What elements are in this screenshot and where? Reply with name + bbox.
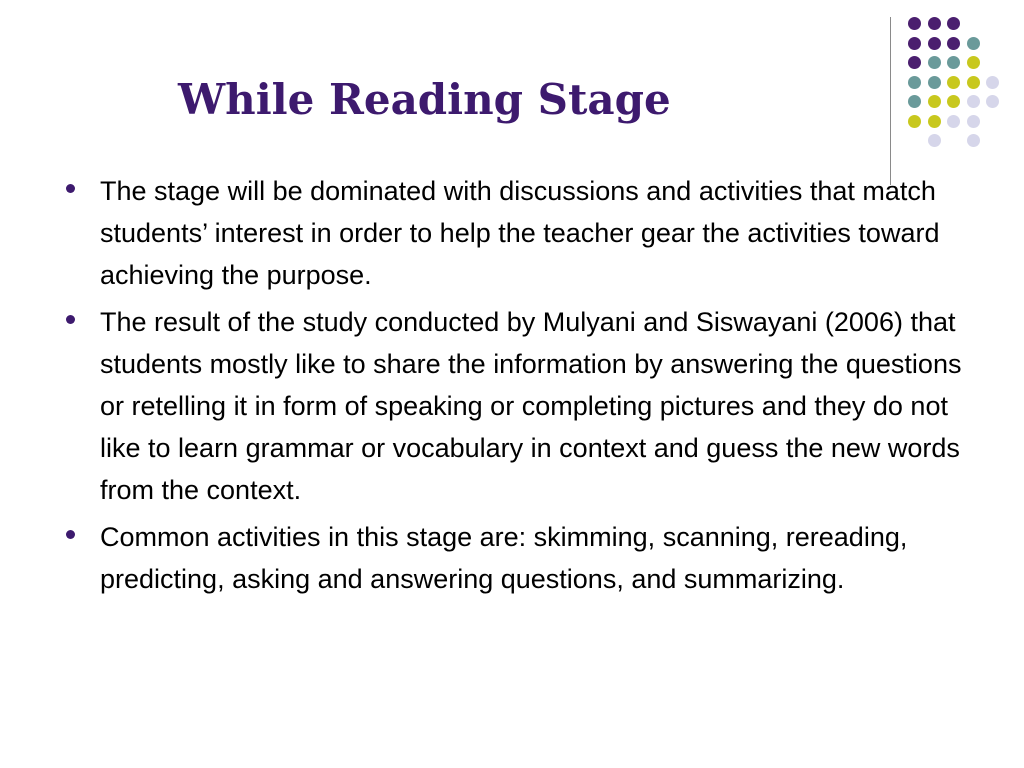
bullet-text: The stage will be dominated with discussions and activities that match students’ interest in order to help the teacher gear the activities toward achieving the purpose. (100, 176, 940, 290)
decorative-dot-teal (947, 56, 960, 69)
decorative-dot-teal (928, 76, 941, 89)
decorative-dot-olive (947, 95, 960, 108)
slide-title: While Reading Stage (178, 75, 671, 124)
decorative-dot-lavender (947, 115, 960, 128)
bullet-list (66, 170, 976, 605)
decorative-dot-olive (908, 115, 921, 128)
bullet-item (66, 301, 976, 511)
title-divider-line (890, 17, 891, 185)
bullet-text: Common activities in this stage are: skimming, scanning, rereading, predicting, asking and answering questions, and summarizing. (100, 522, 908, 594)
bullet-item (66, 516, 976, 600)
decorative-dot-olive (928, 115, 941, 128)
decorative-dot-olive (967, 56, 980, 69)
decorative-dot-lavender (986, 76, 999, 89)
decorative-dot-lavender (967, 115, 980, 128)
bullet-text: The result of the study conducted by Mulyani and Siswayani (2006) that students mostly like to share the information by answering the questions or retelling it in form of speaking or completing pictures and they do not like to learn grammar or vocabulary in context and guess the new words from the context. (100, 307, 962, 505)
decorative-dot-purple (947, 17, 960, 30)
decorative-dot-teal (908, 76, 921, 89)
decorative-dot-lavender (928, 134, 941, 147)
bullet-item (66, 170, 976, 296)
decorative-dot-purple (928, 17, 941, 30)
decorative-dot-olive (928, 95, 941, 108)
decorative-dot-purple (908, 17, 921, 30)
decorative-dot-purple (928, 37, 941, 50)
decorative-dot-teal (928, 56, 941, 69)
decorative-dot-purple (947, 37, 960, 50)
decorative-dot-olive (967, 76, 980, 89)
bullet-dot-icon (66, 184, 75, 193)
decorative-dot-purple (908, 56, 921, 69)
decorative-dot-olive (947, 76, 960, 89)
decorative-dot-teal (967, 37, 980, 50)
decorative-dot-lavender (967, 134, 980, 147)
decorative-dot-teal (908, 95, 921, 108)
bullet-dot-icon (66, 530, 75, 539)
decorative-dot-purple (908, 37, 921, 50)
bullet-dot-icon (66, 315, 75, 324)
decorative-dot-lavender (967, 95, 980, 108)
decorative-dot-lavender (986, 95, 999, 108)
